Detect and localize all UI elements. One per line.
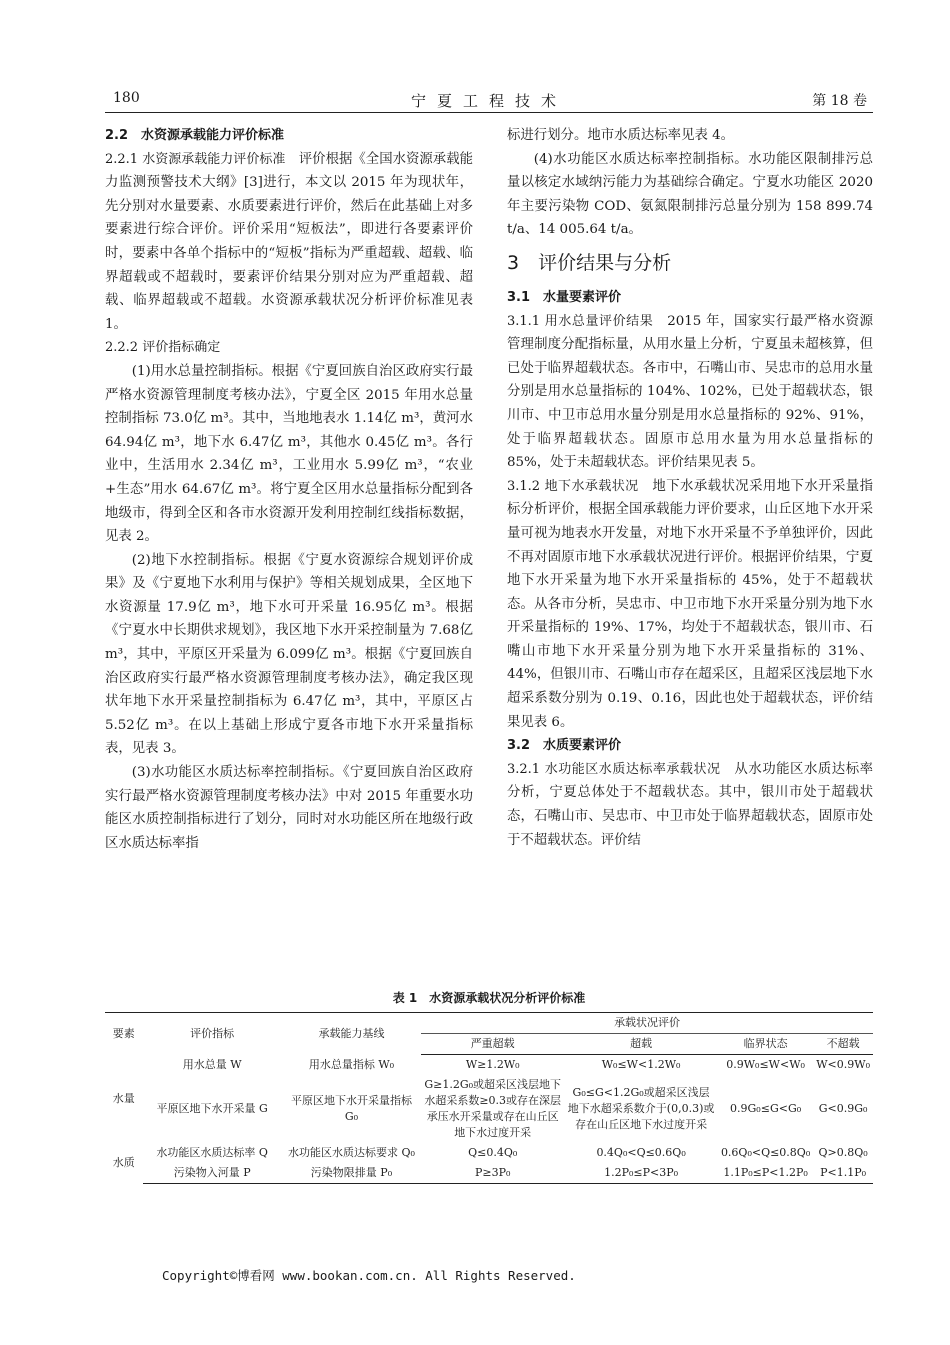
cell-not-over: G<0.9G₀ <box>818 1102 868 1115</box>
volume-label: 第 18 卷 <box>812 93 867 109</box>
header-critical: 临界状态 <box>718 1034 813 1055</box>
cell-over: 1.2P₀≤P<3P₀ <box>564 1163 718 1184</box>
cell-indicator: 污染物入河量 P <box>143 1163 282 1184</box>
cell-not-over: P<1.1P₀ <box>813 1163 873 1184</box>
paragraph-groundwater-indicator: (2)地下水控制指标。根据《宁夏水资源综合规划评价成果》及《宁夏地下水利用与保护》等相关规划成果，全区地下水资源量 17.9亿 m³，地下水可开采量 16.95亿 m³。根据《宁夏水中长期供求规划》，我区地下水开采控制量为 7.68亿 m³，其中，平原区开采量为 6.099亿 m³。根据《宁夏回族自治区政府实行最严格水资源管理制度考核办法》，确定我区现状年地下水开采量控制指标为 6.47亿 m³，其中，平原区占 5.52亿 m³。在以上基础上形成宁夏各市地下水开采量指标表，见表 3。 <box>105 552 473 757</box>
paragraph-water-use-indicator: (1)用水总量控制指标。根据《宁夏回族自治区政府实行最严格水资源管理制度考核办法》，宁夏全区 2015 年用水总量控制指标 73.0亿 m³。其中，当地地表水 1.14亿 m³，黄河水 64.94亿 m³，地下水 6.47亿 m³，其他水 0.45亿 m³。各行业中，生活用水 2.34亿 m³，工业用水 5.99亿 m³，“农业+生态”用水 64.67亿 m³。将宁夏全区用水总量指标分配到各地级市，得到全区和各市水资源开发利用控制红线指标数据，见表 2。 <box>105 363 473 545</box>
section-heading-3-2: 3.2 水质要素评价 <box>507 738 622 754</box>
table-header-row <box>105 1013 873 1034</box>
paragraph-text: 从水功能区水质达标率分析，宁夏总体处于不超载状态。其中，银川市处于超载状态，石嘴山市、吴忠市、中卫市处于临界超载状态，固原市处于不超载状态。评价结 <box>507 761 873 848</box>
header-severe: 严重超载 <box>421 1034 564 1055</box>
paragraph-continued: 标进行划分。地市水质达标率见表 4。 <box>507 128 735 143</box>
paragraph-water-quality-indicator: (3)水功能区水质达标率控制指标。《宁夏回族自治区政府实行最严格水资源管理制度考核办法》中对 2015 年重要水功能区水质控制指标进行了划分，同时对水功能区所在地级行政区水质达标率指 <box>105 765 473 851</box>
header-baseline: 承载能力基线 <box>282 1013 421 1055</box>
table-row <box>105 1143 873 1163</box>
cell-element-quality: 水质 <box>112 1156 135 1170</box>
cell-critical: 0.6Q₀<Q≤0.8Q₀ <box>720 1146 811 1159</box>
subsection-heading-3-1-1: 3.1.1 用水总量评价结果 <box>507 313 654 329</box>
subsection-heading-2-2-2: 2.2.2 评价指标确定 <box>105 340 221 356</box>
table-row <box>105 1163 873 1184</box>
subsection-heading-2-2-1: 2.2.1 水资源承载能力评价标准 <box>105 151 286 167</box>
header-evaluation: 承载状况评价 <box>421 1013 873 1034</box>
cell-over: W₀≤W<1.2W₀ <box>601 1058 681 1071</box>
cell-baseline: 用水总量指标 W₀ <box>308 1057 395 1071</box>
cell-over: 0.4Q₀<Q≤0.6Q₀ <box>596 1146 686 1159</box>
page-number: 180 <box>113 90 140 106</box>
header-indicator: 评价指标 <box>143 1013 282 1055</box>
cell-not-over: W<0.9W₀ <box>816 1058 870 1071</box>
table-row <box>105 1075 873 1143</box>
copyright-footer: Copyright©博看网 www.bookan.com.cn. All Rights Reserved. <box>162 1268 576 1283</box>
journal-title: 宁夏工程技术 <box>410 92 567 110</box>
table-title: 表 1 水资源承载状况分析评价标准 <box>392 991 586 1005</box>
cell-not-over: Q>0.8Q₀ <box>818 1146 868 1159</box>
cell-baseline: 平原区地下水开采量指标 G₀ <box>290 1094 412 1123</box>
header-over: 超载 <box>564 1034 718 1055</box>
evaluation-criteria-table <box>105 1012 873 1184</box>
cell-severe: Q≤0.4Q₀ <box>468 1146 518 1159</box>
left-column <box>105 124 473 855</box>
paragraph-3-2-1 <box>507 758 873 852</box>
subsection-heading-3-1-2: 3.1.2 地下水承载状况 <box>507 478 639 494</box>
right-column <box>507 124 873 852</box>
cell-over: G₀≤G<1.2G₀或超采区浅层地下水超采系数介于(0,0.3)或存在山丘区地下水过度开采 <box>567 1086 715 1131</box>
cell-critical: 1.1P₀≤P<1.2P₀ <box>718 1163 813 1184</box>
cell-indicator: 水功能区水质达标率 Q <box>156 1146 268 1159</box>
page-header <box>105 86 873 113</box>
paragraph-3-1-2 <box>507 475 873 735</box>
cell-indicator: 用水总量 W <box>182 1057 242 1071</box>
header-element: 要素 <box>105 1013 143 1055</box>
cell-severe: G≥1.2G₀或超采区浅层地下水超采系数≥0.3或存在深层承压水开采量或存在山丘区地下水过度开采 <box>424 1078 562 1139</box>
paragraph-text: 评价根据《全国水资源承载能力监测预警技术大纲》[3]进行，本文以 2015 年为现状年，先分别对水量要素、水质要素进行评价，然后在此基础上对多要素进行综合评价。评价采用“短板法”，即进行各要素评价时，要素中各单个指标中的“短板”指标为严重超载、超载、临界超载或不超载时，要素评价结果分别对应为严重超载、超载、临界超载或不超载。水资源承载状况分析评价标准见表 1。 <box>105 151 474 332</box>
header-not-over: 不超载 <box>813 1034 873 1055</box>
cell-element-quantity: 水量 <box>112 1091 135 1105</box>
paragraph-pollutant-indicator: (4)水功能区水质达标率控制指标。水功能区限制排污总量以核定水域纳污能力为基础综合确定。宁夏水功能区 2020 年主要污染物 COD、氨氮限制排污总量分别为 158 899.74 t/a、14 005.64 t/a。 <box>507 151 873 238</box>
cell-critical: 0.9G₀≤G<G₀ <box>730 1102 802 1115</box>
cell-indicator: 平原区地下水开采量 G <box>156 1102 268 1115</box>
section-heading-3: 3 评价结果与分析 <box>507 251 672 274</box>
section-heading-3-1: 3.1 水量要素评价 <box>507 289 622 305</box>
cell-baseline: 污染物限排量 P₀ <box>282 1163 421 1184</box>
paragraph-3-1-1 <box>507 310 873 475</box>
section-heading-2-2: 2.2 水资源承载能力评价标准 <box>105 128 285 143</box>
cell-baseline: 水功能区水质达标要求 Q₀ <box>287 1146 415 1159</box>
paragraph-text: 地下水承载状况采用地下水开采量指标分析评价，根据全国承载能力评价要求，山丘区地下水开采量可视为地表水开发量，对地下水开采量不予单独评价，因此不再对固原市地下水承载状况进行评价。根据评价结果，宁夏地下水开采量为地下水开采量指标的 45%，处于不超载状态。从各市分析，吴忠市、中卫市地下水开采量分别为地下水开采量指标的 19%、17%，均处于不超载状态，银川市、石嘴山市地下水开采量分别为地下水开采量指标的 31%、44%，但银川市、石嘴山市存在超采区，且超采区浅层地下水超采系数分别为 0.19、0.16，因此也处于超载状态，评价结果见表 6。 <box>507 478 873 730</box>
subsection-heading-3-2-1: 3.2.1 水功能区水质达标率承载状况 <box>507 761 721 777</box>
cell-severe: P≥3P₀ <box>421 1163 564 1184</box>
cell-severe: W≥1.2W₀ <box>465 1058 520 1071</box>
table-row <box>105 1055 873 1076</box>
paragraph-text: 2015 年，国家实行最严格水资源管理制度分配指标量，从用水量上分析，宁夏虽未超核算，但已处于临界超载状态。各市中，石嘴山市、吴忠市的总用水量分别是用水总量指标的 104%、102%，已处于超载状态，银川市、中卫市总用水量分别是用水总量指标的 92%、91%，处于临界超载状态。固原市总用水量为用水总量指标的 85%，处于未超载状态。评价结果见表 5。 <box>507 313 873 471</box>
paragraph-2-2-1 <box>105 148 473 337</box>
cell-critical: 0.9W₀≤W<W₀ <box>726 1058 805 1071</box>
